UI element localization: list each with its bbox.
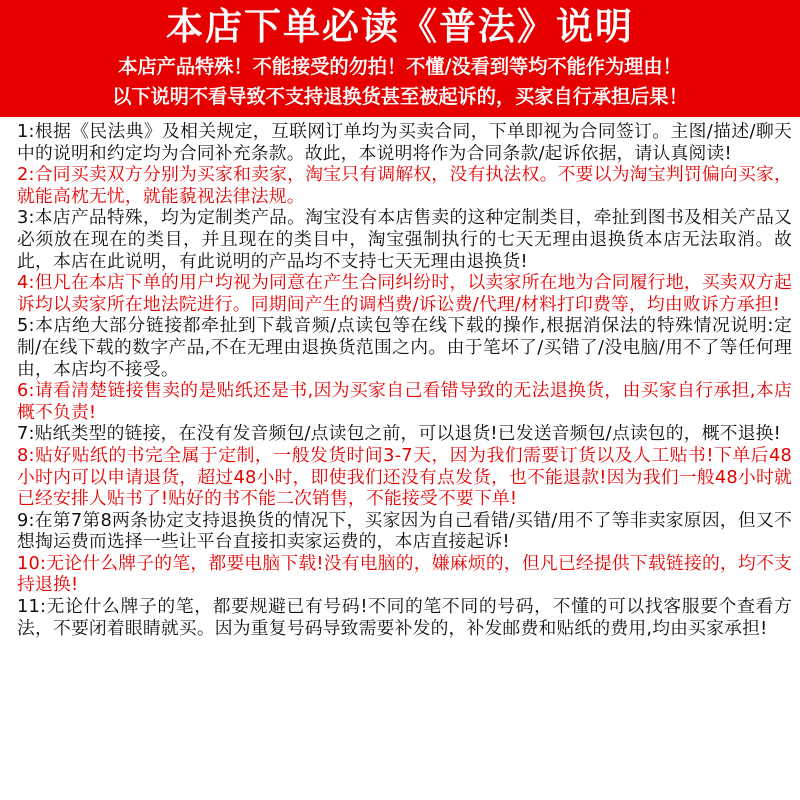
term-item-10: 10:无论什么牌子的笔，都要电脑下载!没有电脑的，嫌麻烦的，但凡已经提供下载链接的，均不支持退换! [17, 552, 792, 596]
term-item-6: 6:请看清楚链接售卖的是贴纸还是书,因为买家自己看错导致的无法退换货，由买家自行承担,本店概不负责! [17, 380, 792, 423]
page-title: 本店下单必读《普法》说明 [166, 5, 634, 48]
term-item-11: 11:无论什么牌子的笔，都要规避已有号码!不同的笔不同的号码，不懂的可以找客服要个查看方法，不要闭着眼睛就买。因为重复号码导致需要补发的，补发邮费和贴纸的费用,均由买家承担! [17, 596, 792, 639]
warning-line-1: 本店产品特殊！不能接受的勿拍！不懂/没看到等均不能作为理由！ [118, 55, 682, 78]
terms-list [0, 121, 800, 639]
term-item-5: 5:本店绝大部分链接都牵扯到下载音频/点读包等在线下载的操作,根据消保法的特殊情况说明:定制/在线下载的数字产品,不在无理由退换货范围之内。由于笔坏了/买错了/没电脑/用不了等任何理由，本店均不接受。 [17, 315, 792, 380]
term-item-2: 2:合同买卖双方分别为买家和卖家，淘宝只有调解权，没有执法权。不要以为淘宝判罚偏向买家，就能高枕无忧，就能藐视法律法规。 [17, 164, 792, 207]
warning-line-2: 以下说明不看导致不支持退换货甚至被起诉的，买家自行承担后果！ [112, 85, 688, 108]
term-item-3: 3:本店产品特殊，均为定制类产品。淘宝没有本店售卖的这种定制类目，牵扯到图书及相关产品又必须放在现在的类目，并且现在的类目中，淘宝强制执行的七天无理由退换货本店无法取消。故此，本店在此说明，有此说明的产品均不支持七天无理由退换货! [17, 207, 792, 272]
term-item-9: 9:在第7第8两条协定支持退换货的情况下，买家因为自己看错/买错/用不了等非卖家原因，但又不想掏运费而选择一些让平台直接扣卖家运费的，本店直接起诉! [17, 509, 792, 553]
term-item-1: 1:根据《民法典》及相关规定，互联网订单均为买卖合同，下单即视为合同签订。主图/描述/聊天中的说明和约定均为合同补充条款。故此，本说明将作为合同条款/起诉依据，请认真阅读! [17, 121, 792, 164]
term-item-4: 4:但凡在本店下单的用户均视为同意在产生合同纠纷时，以卖家所在地为合同履行地，买卖双方起诉均以卖家所在地法院进行。同期间产生的调档费/诉讼费/代理/材料打印费等，均由败诉方承担! [17, 272, 792, 315]
term-item-7: 7:贴纸类型的链接，在没有发音频包/点读包之前，可以退货!已发送音频包/点读包的，概不退换! [17, 423, 781, 445]
term-item-8: 8:贴好贴纸的书完全属于定制，一般发货时间3-7天，因为我们需要订货以及人工贴书!下单后48小时内可以申请退货，超过48小时，即使我们还没有点发货，也不能退款!因为我们一般48小时就已经安排人贴书了!贴好的书不能二次销售，不能接受不要下单! [17, 444, 792, 510]
header-banner [0, 0, 800, 117]
